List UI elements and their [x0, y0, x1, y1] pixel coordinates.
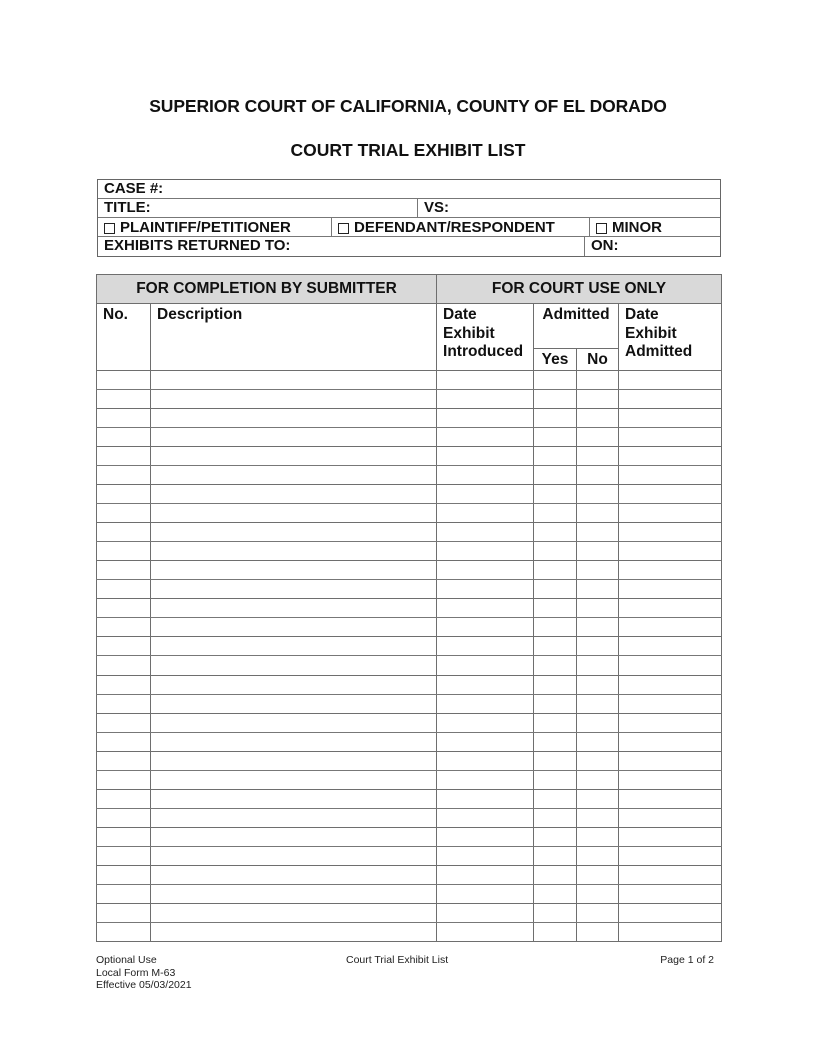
- cell-admitted-yes[interactable]: [534, 618, 577, 637]
- cell-date-introduced[interactable]: [437, 751, 534, 770]
- table-row: [97, 694, 722, 713]
- cell-admitted-yes[interactable]: [534, 503, 577, 522]
- cell-date-admitted[interactable]: [619, 503, 722, 522]
- cell-date-admitted[interactable]: [619, 770, 722, 789]
- submitter-section-header: FOR COMPLETION BY SUBMITTER: [97, 275, 437, 304]
- cell-date-introduced[interactable]: [437, 542, 534, 561]
- case-number-row: [98, 180, 720, 199]
- cell-description[interactable]: [151, 389, 437, 408]
- cell-no[interactable]: [97, 561, 151, 580]
- cell-admitted-no[interactable]: [577, 866, 619, 885]
- cell-admitted-yes[interactable]: [534, 484, 577, 503]
- cell-admitted-yes[interactable]: [534, 656, 577, 675]
- table-row: [97, 828, 722, 847]
- cell-date-introduced[interactable]: [437, 770, 534, 789]
- cell-date-introduced[interactable]: [437, 694, 534, 713]
- cell-admitted-no[interactable]: [577, 446, 619, 465]
- cell-description[interactable]: [151, 370, 437, 389]
- cell-description[interactable]: [151, 866, 437, 885]
- cell-admitted-yes[interactable]: [534, 389, 577, 408]
- cell-no[interactable]: [97, 732, 151, 751]
- cell-admitted-no[interactable]: [577, 904, 619, 923]
- table-row: [97, 675, 722, 694]
- cell-admitted-yes[interactable]: [534, 923, 577, 942]
- cell-date-admitted[interactable]: [619, 408, 722, 427]
- cell-description[interactable]: [151, 789, 437, 808]
- cell-admitted-yes[interactable]: [534, 599, 577, 618]
- cell-no[interactable]: [97, 484, 151, 503]
- table-row: [97, 808, 722, 827]
- col-header-date-admitted: [619, 304, 722, 371]
- plaintiff-petitioner-option[interactable]: [98, 218, 331, 236]
- cell-admitted-no[interactable]: [577, 656, 619, 675]
- vs-field[interactable]: [417, 199, 720, 217]
- cell-no[interactable]: [97, 599, 151, 618]
- cell-no[interactable]: [97, 866, 151, 885]
- cell-no[interactable]: [97, 770, 151, 789]
- defendant-checkbox[interactable]: [338, 223, 349, 234]
- cell-date-introduced[interactable]: [437, 523, 534, 542]
- cell-description[interactable]: [151, 484, 437, 503]
- table-row: [97, 732, 722, 751]
- returned-to-label: EXHIBITS RETURNED TO:: [104, 237, 291, 254]
- cell-admitted-yes[interactable]: [534, 523, 577, 542]
- cell-no[interactable]: [97, 923, 151, 942]
- table-row: [97, 389, 722, 408]
- cell-admitted-yes[interactable]: [534, 370, 577, 389]
- court-name-heading: SUPERIOR COURT OF CALIFORNIA, COUNTY OF EL DORADO: [149, 96, 667, 116]
- cell-admitted-no[interactable]: [577, 732, 619, 751]
- cell-admitted-no[interactable]: [577, 770, 619, 789]
- cell-date-admitted[interactable]: [619, 847, 722, 866]
- cell-description[interactable]: [151, 751, 437, 770]
- table-row: [97, 503, 722, 522]
- cell-admitted-yes[interactable]: [534, 465, 577, 484]
- cell-date-introduced[interactable]: [437, 465, 534, 484]
- column-header-row: [97, 304, 722, 349]
- cell-no[interactable]: [97, 503, 151, 522]
- returned-row: [98, 237, 720, 256]
- cell-date-introduced[interactable]: [437, 866, 534, 885]
- cell-description[interactable]: [151, 732, 437, 751]
- table-row: [97, 637, 722, 656]
- cell-admitted-yes[interactable]: [534, 580, 577, 599]
- cell-date-admitted[interactable]: [619, 599, 722, 618]
- minor-label: MINOR: [612, 219, 662, 236]
- cell-date-introduced[interactable]: [437, 904, 534, 923]
- table-row: [97, 542, 722, 561]
- court-use-section-header: FOR COURT USE ONLY: [437, 275, 722, 304]
- cell-admitted-no[interactable]: [577, 751, 619, 770]
- table-row: [97, 427, 722, 446]
- vs-label: VS:: [424, 199, 450, 216]
- on-label: ON:: [591, 237, 619, 254]
- cell-no[interactable]: [97, 694, 151, 713]
- cell-date-introduced[interactable]: [437, 713, 534, 732]
- cell-date-admitted[interactable]: [619, 923, 722, 942]
- cell-no[interactable]: [97, 465, 151, 484]
- table-row: [97, 847, 722, 866]
- cell-admitted-no[interactable]: [577, 408, 619, 427]
- cell-description[interactable]: [151, 808, 437, 827]
- table-row: [97, 446, 722, 465]
- cell-admitted-no[interactable]: [577, 542, 619, 561]
- date-introduced-line3: Introduced: [443, 343, 524, 360]
- cell-date-admitted[interactable]: [619, 580, 722, 599]
- cell-date-introduced[interactable]: [437, 637, 534, 656]
- col-header-no-admitted: No: [577, 349, 619, 371]
- cell-description[interactable]: [151, 885, 437, 904]
- cell-description[interactable]: [151, 561, 437, 580]
- cell-admitted-yes[interactable]: [534, 408, 577, 427]
- cell-description[interactable]: [151, 523, 437, 542]
- table-row: [97, 580, 722, 599]
- exhibit-rows: [97, 370, 722, 942]
- cell-no[interactable]: [97, 808, 151, 827]
- table-row: [97, 656, 722, 675]
- cell-no[interactable]: [97, 847, 151, 866]
- cell-description[interactable]: [151, 637, 437, 656]
- case-number-field[interactable]: [98, 180, 720, 198]
- cell-no[interactable]: [97, 408, 151, 427]
- col-header-no: No.: [97, 304, 151, 371]
- table-row: [97, 484, 722, 503]
- defendant-respondent-option[interactable]: [331, 218, 589, 236]
- cell-date-admitted[interactable]: [619, 446, 722, 465]
- cell-admitted-no[interactable]: [577, 465, 619, 484]
- cell-date-admitted[interactable]: [619, 751, 722, 770]
- cell-description[interactable]: [151, 904, 437, 923]
- cell-date-admitted[interactable]: [619, 656, 722, 675]
- col-header-description: Description: [151, 304, 437, 371]
- cell-admitted-yes[interactable]: [534, 427, 577, 446]
- cell-description[interactable]: [151, 580, 437, 599]
- cell-date-introduced[interactable]: [437, 389, 534, 408]
- cell-date-admitted[interactable]: [619, 389, 722, 408]
- cell-description[interactable]: [151, 408, 437, 427]
- cell-no[interactable]: [97, 389, 151, 408]
- table-row: [97, 866, 722, 885]
- cell-admitted-no[interactable]: [577, 561, 619, 580]
- cell-admitted-no[interactable]: [577, 370, 619, 389]
- cell-date-admitted[interactable]: [619, 618, 722, 637]
- cell-date-admitted[interactable]: [619, 561, 722, 580]
- defendant-label: DEFENDANT/RESPONDENT: [354, 219, 555, 236]
- plaintiff-checkbox[interactable]: [104, 223, 115, 234]
- cell-no[interactable]: [97, 904, 151, 923]
- cell-description[interactable]: [151, 446, 437, 465]
- cell-date-introduced[interactable]: [437, 484, 534, 503]
- table-row: [97, 465, 722, 484]
- cell-date-admitted[interactable]: [619, 370, 722, 389]
- cell-admitted-no[interactable]: [577, 847, 619, 866]
- table-row: [97, 618, 722, 637]
- cell-no[interactable]: [97, 618, 151, 637]
- cell-admitted-yes[interactable]: [534, 561, 577, 580]
- cell-admitted-yes[interactable]: [534, 789, 577, 808]
- title-row: [98, 199, 720, 218]
- cell-admitted-no[interactable]: [577, 637, 619, 656]
- cell-date-admitted[interactable]: [619, 885, 722, 904]
- cell-admitted-yes[interactable]: [534, 904, 577, 923]
- cell-date-introduced[interactable]: [437, 808, 534, 827]
- cell-admitted-yes[interactable]: [534, 713, 577, 732]
- table-row: [97, 923, 722, 942]
- cell-no[interactable]: [97, 713, 151, 732]
- cell-admitted-yes[interactable]: [534, 732, 577, 751]
- cell-no[interactable]: [97, 542, 151, 561]
- cell-date-admitted[interactable]: [619, 523, 722, 542]
- minor-option[interactable]: [589, 218, 720, 236]
- table-row: [97, 904, 722, 923]
- cell-admitted-yes[interactable]: [534, 808, 577, 827]
- cell-admitted-yes[interactable]: [534, 637, 577, 656]
- minor-checkbox[interactable]: [596, 223, 607, 234]
- footer-form-info: [96, 954, 192, 992]
- cell-date-admitted[interactable]: [619, 789, 722, 808]
- footer-optional-use: Optional Use: [96, 954, 157, 966]
- exhibit-table: [96, 274, 722, 942]
- cell-description[interactable]: [151, 770, 437, 789]
- cell-admitted-yes[interactable]: [534, 866, 577, 885]
- cell-date-admitted[interactable]: [619, 542, 722, 561]
- title-label: TITLE:: [104, 199, 151, 216]
- cell-no[interactable]: [97, 580, 151, 599]
- cell-description[interactable]: [151, 847, 437, 866]
- cell-admitted-yes[interactable]: [534, 542, 577, 561]
- cell-admitted-no[interactable]: [577, 523, 619, 542]
- cell-no[interactable]: [97, 828, 151, 847]
- cell-description[interactable]: [151, 713, 437, 732]
- footer-form-number: Local Form M-63: [96, 966, 176, 979]
- cell-admitted-no[interactable]: [577, 599, 619, 618]
- col-header-admitted: Admitted: [534, 304, 619, 349]
- table-row: [97, 599, 722, 618]
- cell-admitted-no[interactable]: [577, 828, 619, 847]
- cell-date-admitted[interactable]: [619, 732, 722, 751]
- cell-date-introduced[interactable]: [437, 561, 534, 580]
- table-row: [97, 408, 722, 427]
- cell-date-admitted[interactable]: [619, 694, 722, 713]
- cell-admitted-yes[interactable]: [534, 675, 577, 694]
- cell-no[interactable]: [97, 370, 151, 389]
- footer-effective-date: Effective 05/03/2021: [96, 979, 192, 991]
- col-header-yes: Yes: [534, 349, 577, 371]
- table-row: [97, 751, 722, 770]
- cell-date-admitted[interactable]: [619, 484, 722, 503]
- cell-date-admitted[interactable]: [619, 427, 722, 446]
- cell-date-introduced[interactable]: [437, 618, 534, 637]
- cell-description[interactable]: [151, 923, 437, 942]
- cell-admitted-yes[interactable]: [534, 694, 577, 713]
- cell-description[interactable]: [151, 542, 437, 561]
- cell-date-admitted[interactable]: [619, 866, 722, 885]
- cell-date-admitted[interactable]: [619, 465, 722, 484]
- cell-date-introduced[interactable]: [437, 847, 534, 866]
- cell-no[interactable]: [97, 523, 151, 542]
- cell-admitted-no[interactable]: [577, 618, 619, 637]
- cell-no[interactable]: [97, 446, 151, 465]
- cell-description[interactable]: [151, 618, 437, 637]
- cell-description[interactable]: [151, 599, 437, 618]
- title-field[interactable]: [98, 199, 417, 217]
- cell-description[interactable]: [151, 503, 437, 522]
- cell-no[interactable]: [97, 789, 151, 808]
- cell-admitted-no[interactable]: [577, 427, 619, 446]
- cell-date-introduced[interactable]: [437, 885, 534, 904]
- cell-admitted-no[interactable]: [577, 713, 619, 732]
- cell-date-admitted[interactable]: [619, 637, 722, 656]
- cell-date-admitted[interactable]: [619, 675, 722, 694]
- section-header-row: [97, 275, 722, 304]
- date-admitted-line3: Admitted: [625, 343, 693, 360]
- date-introduced-line2: Exhibit: [443, 324, 495, 342]
- cell-description[interactable]: [151, 656, 437, 675]
- cell-no[interactable]: [97, 656, 151, 675]
- footer-page-number: Page 1 of 2: [660, 954, 714, 966]
- cell-description[interactable]: [151, 427, 437, 446]
- table-row: [97, 370, 722, 389]
- table-row: [97, 789, 722, 808]
- cell-description[interactable]: [151, 694, 437, 713]
- cell-date-introduced[interactable]: [437, 446, 534, 465]
- cell-no[interactable]: [97, 751, 151, 770]
- cell-date-introduced[interactable]: [437, 656, 534, 675]
- cell-admitted-no[interactable]: [577, 503, 619, 522]
- cell-admitted-yes[interactable]: [534, 446, 577, 465]
- date-admitted-line1: Date: [625, 306, 659, 323]
- date-admitted-line2: Exhibit: [625, 324, 677, 342]
- exhibits-returned-to-field[interactable]: [98, 237, 584, 256]
- cell-date-introduced[interactable]: [437, 408, 534, 427]
- table-row: [97, 713, 722, 732]
- cell-date-admitted[interactable]: [619, 713, 722, 732]
- cell-admitted-yes[interactable]: [534, 828, 577, 847]
- cell-no[interactable]: [97, 675, 151, 694]
- cell-admitted-no[interactable]: [577, 885, 619, 904]
- cell-admitted-no[interactable]: [577, 694, 619, 713]
- cell-description[interactable]: [151, 675, 437, 694]
- table-row: [97, 770, 722, 789]
- cell-admitted-no[interactable]: [577, 808, 619, 827]
- cell-admitted-no[interactable]: [577, 389, 619, 408]
- cell-date-introduced[interactable]: [437, 599, 534, 618]
- plaintiff-label: PLAINTIFF/PETITIONER: [120, 219, 291, 236]
- footer-form-title: Court Trial Exhibit List: [346, 954, 449, 966]
- cell-admitted-no[interactable]: [577, 923, 619, 942]
- table-row: [97, 561, 722, 580]
- form-title: COURT TRIAL EXHIBIT LIST: [290, 140, 526, 160]
- cell-description[interactable]: [151, 465, 437, 484]
- cell-admitted-no[interactable]: [577, 675, 619, 694]
- col-header-date-introduced: [437, 304, 534, 371]
- cell-admitted-no[interactable]: [577, 484, 619, 503]
- cell-no[interactable]: [97, 637, 151, 656]
- cell-date-introduced[interactable]: [437, 828, 534, 847]
- cell-description[interactable]: [151, 828, 437, 847]
- cell-date-introduced[interactable]: [437, 370, 534, 389]
- cell-date-introduced[interactable]: [437, 427, 534, 446]
- cell-admitted-yes[interactable]: [534, 751, 577, 770]
- cell-no[interactable]: [97, 427, 151, 446]
- date-introduced-line1: Date: [443, 306, 477, 323]
- table-row: [97, 885, 722, 904]
- cell-admitted-yes[interactable]: [534, 885, 577, 904]
- cell-admitted-yes[interactable]: [534, 847, 577, 866]
- cell-date-admitted[interactable]: [619, 904, 722, 923]
- cell-admitted-no[interactable]: [577, 580, 619, 599]
- cell-date-introduced[interactable]: [437, 503, 534, 522]
- party-row: [98, 218, 720, 237]
- cell-date-introduced[interactable]: [437, 923, 534, 942]
- cell-admitted-yes[interactable]: [534, 770, 577, 789]
- cell-date-admitted[interactable]: [619, 828, 722, 847]
- cell-date-admitted[interactable]: [619, 808, 722, 827]
- case-info-box: [97, 179, 721, 257]
- cell-date-introduced[interactable]: [437, 675, 534, 694]
- cell-no[interactable]: [97, 885, 151, 904]
- case-number-label: CASE #:: [104, 180, 164, 197]
- cell-date-introduced[interactable]: [437, 580, 534, 599]
- cell-date-introduced[interactable]: [437, 732, 534, 751]
- cell-date-introduced[interactable]: [437, 789, 534, 808]
- table-row: [97, 523, 722, 542]
- cell-admitted-no[interactable]: [577, 789, 619, 808]
- returned-on-field[interactable]: [584, 237, 720, 256]
